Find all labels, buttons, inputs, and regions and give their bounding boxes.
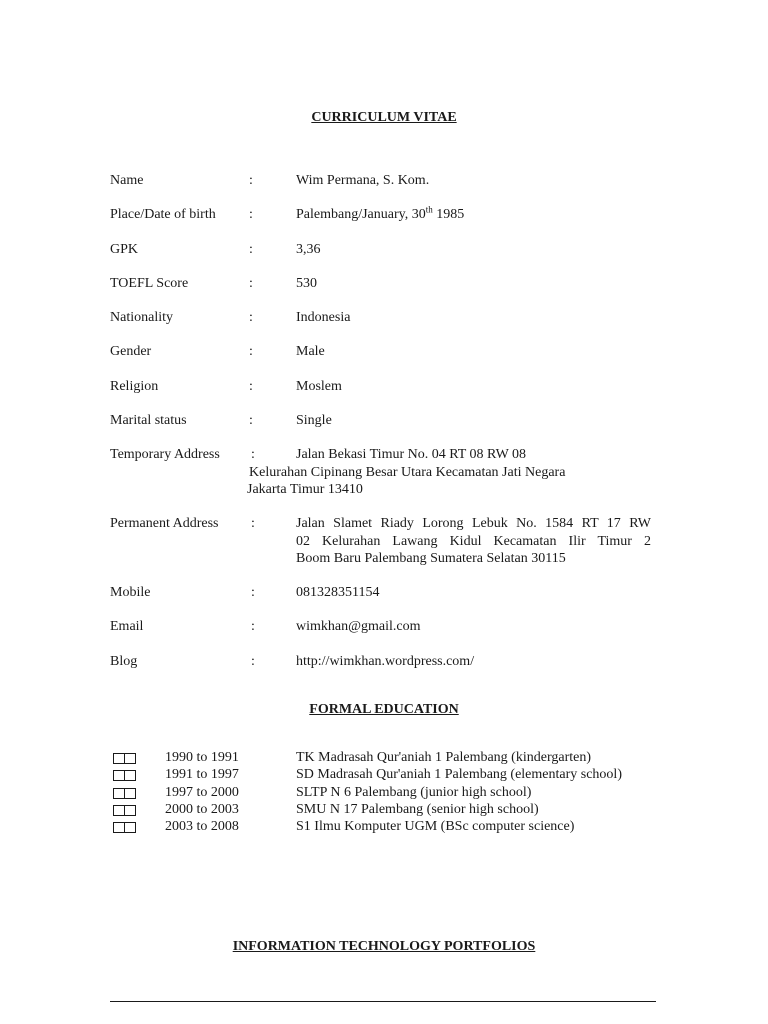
field-separator: : <box>249 242 253 257</box>
field-separator: : <box>249 344 253 359</box>
field-label: Name <box>110 173 144 188</box>
birth-year: 1985 <box>432 207 465 222</box>
field-label: Gender <box>110 344 152 359</box>
field-label: Place/Date of birth <box>110 207 216 222</box>
field-value: 530 <box>296 276 317 291</box>
education-item <box>0 802 768 820</box>
education-school: SD Madrasah Qur'aniah 1 Palembang (elementary school) <box>296 767 622 782</box>
address-line: 02 Kelurahan Lawang Kidul Kecamatan Ilir Timur 2 <box>296 534 651 549</box>
field-nationality <box>0 310 768 328</box>
education-school: SLTP N 6 Palembang (junior high school) <box>296 785 532 800</box>
field-value: 081328351154 <box>296 585 380 600</box>
field-separator: : <box>251 585 255 600</box>
field-separator: : <box>249 379 253 394</box>
field-separator: : <box>249 173 253 188</box>
section-heading-portfolio: INFORMATION TECHNOLOGY PORTFOLIOS <box>232 939 536 954</box>
field-value: Moslem <box>296 379 342 394</box>
field-separator: : <box>249 207 253 222</box>
field-separator: : <box>251 516 255 531</box>
field-toefl <box>0 276 768 294</box>
checkbox-bullet-icon <box>113 788 135 799</box>
field-value: Indonesia <box>296 310 351 325</box>
education-years: 1997 to 2000 <box>165 785 239 800</box>
education-years: 1990 to 1991 <box>165 750 239 765</box>
field-label: Marital status <box>110 413 187 428</box>
education-school: SMU N 17 Palembang (senior high school) <box>296 802 539 817</box>
field-blog <box>0 654 768 672</box>
document-title: CURRICULUM VITAE <box>311 110 457 125</box>
ordinal-suffix: th <box>425 204 433 215</box>
birth-date-main: Palembang/January, 30 <box>296 207 426 222</box>
field-separator: : <box>251 654 255 669</box>
field-email <box>0 619 768 637</box>
field-permanent-address <box>0 516 768 534</box>
field-marital-status <box>0 413 768 431</box>
education-years: 1991 to 1997 <box>165 767 239 782</box>
field-separator: : <box>251 619 255 634</box>
checkbox-bullet-icon <box>113 805 135 816</box>
education-item <box>0 750 768 768</box>
field-label: Nationality <box>110 310 173 325</box>
field-separator: : <box>249 276 253 291</box>
horizontal-rule <box>110 1001 656 1002</box>
field-label: Temporary Address <box>110 447 220 462</box>
address-line: Kelurahan Cipinang Besar Utara Kecamatan Jati Negara <box>249 465 566 480</box>
address-line: Jalan Bekasi Timur No. 04 RT 08 RW 08 <box>296 447 527 462</box>
field-value: 3,36 <box>296 242 321 257</box>
field-label: Permanent Address <box>110 516 219 531</box>
field-value: Male <box>296 344 325 359</box>
field-gpk <box>0 242 768 260</box>
checkbox-bullet-icon <box>113 770 135 781</box>
field-label: GPK <box>110 242 139 257</box>
field-name <box>0 173 768 191</box>
field-birth <box>0 204 768 225</box>
education-years: 2000 to 2003 <box>165 802 239 817</box>
education-years: 2003 to 2008 <box>165 819 239 834</box>
education-school: TK Madrasah Qur'aniah 1 Palembang (kindergarten) <box>296 750 591 765</box>
education-item <box>0 785 768 803</box>
field-label: Mobile <box>110 585 151 600</box>
address-line: Jakarta Timur 13410 <box>247 482 363 497</box>
field-separator: : <box>251 447 255 462</box>
field-value: Wim Permana, S. Kom. <box>296 173 430 188</box>
field-label: Email <box>110 619 144 634</box>
education-item <box>0 819 768 837</box>
field-temporary-address <box>0 447 768 465</box>
checkbox-bullet-icon <box>113 822 135 833</box>
field-label: Religion <box>110 379 159 394</box>
section-heading-education: FORMAL EDUCATION <box>309 702 459 717</box>
checkbox-bullet-icon <box>113 753 135 764</box>
field-value: http://wimkhan.wordpress.com/ <box>296 654 475 669</box>
education-school: S1 Ilmu Komputer UGM (BSc computer science) <box>296 819 575 834</box>
field-mobile <box>0 585 768 603</box>
education-item <box>0 767 768 785</box>
field-separator: : <box>249 413 253 428</box>
field-value: Single <box>296 413 332 428</box>
field-gender <box>0 344 768 362</box>
address-line: Boom Baru Palembang Sumatera Selatan 30115 <box>296 551 566 566</box>
address-line: Jalan Slamet Riady Lorong Lebuk No. 1584 RT 17 RW <box>296 516 651 531</box>
field-label: TOEFL Score <box>110 276 189 291</box>
field-value <box>296 204 465 223</box>
field-label: Blog <box>110 654 138 669</box>
field-value: wimkhan@gmail.com <box>296 619 421 634</box>
field-religion <box>0 379 768 397</box>
field-separator: : <box>249 310 253 325</box>
